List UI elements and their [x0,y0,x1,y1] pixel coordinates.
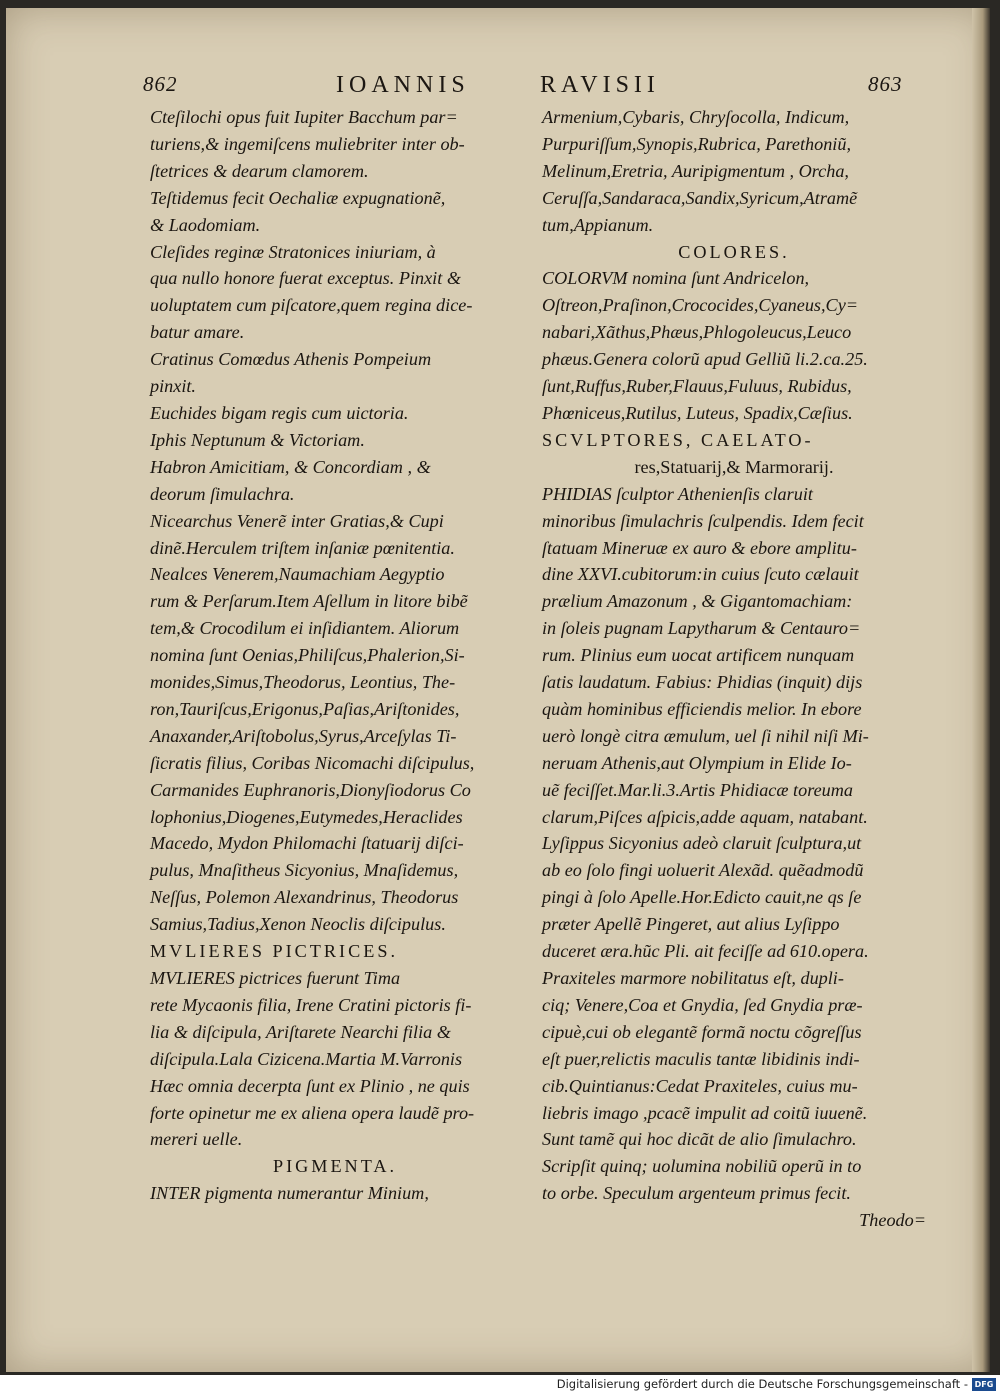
text-line: Phœniceus,Rutilus, Luteus, Spadix,Cæſius. [542,402,853,423]
text-line: Theodo= [859,1210,926,1231]
text-line: minoribus ſimulachris ſculpendis. Idem fecit [542,510,864,531]
text-line: rum & Perſarum.Item Aſellum in litore bibẽ [150,591,468,612]
text-line: rum. Plinius eum uocat artificem nunquam [542,645,855,666]
text-line: Iphis Neptunum & Victoriam. [150,429,365,450]
text-line: prælium Amazonum , & Gigantomachiam: [542,591,853,612]
text-line: dinẽ.Herculem triſtem inſaniæ pœnitentia. [150,537,455,558]
text-line: tem,& Crocodilum ei inſidiantem. Aliorum [150,618,460,639]
text-line: Hæc omnia decerpta ſunt ex Plinio , ne quis [150,1075,470,1096]
text-line: neruam Athenis,aut Olympium in Elide Io- [542,752,852,773]
text-line: mereri uelle. [150,1129,243,1150]
footer-credit: Digitalisierung gefördert durch die Deutsche Forschungsgemeinschaft - [556,1377,968,1391]
text-line: Scripſit quinq; uolumina nobiliũ operũ in to [542,1156,862,1177]
text-line: Neſſus, Polemon Alexandrinus, Theodorus [150,887,459,908]
text-line: tum,Appianum. [542,214,654,235]
running-head-right: RAVISII [540,72,660,98]
text-line: ſunt,Ruffus,Ruber,Flauus,Fuluus, Rubidus, [542,376,852,397]
text-line: Euchides bigam regis cum uictoria. [150,402,409,423]
text-line: Purpuriſſum,Synopis,Rubrica, Parethoniũ, [542,133,852,154]
text-line: batur amare. [150,322,245,343]
text-line: PIGMENTA. [272,1156,398,1177]
text-line: phæus.Genera colorũ apud Gelliũ li.2.ca.25. [542,349,868,370]
text-line: liebris imago ,pcacẽ impulit ad coitũ iuuenẽ. [542,1102,868,1123]
text-line: deorum ſimulachra. [150,483,295,504]
text-line: nabari,Xãthus,Phæus,Phlogoleucus,Leuco [542,322,852,343]
text-line: dine XXVI.cubitorum:in cuius ſcuto cælauit [542,564,859,585]
text-line: Macedo, Mydon Philomachi ſtatuarij diſci- [150,833,464,854]
text-line: Nicearchus Venerẽ inter Gratias,& Cupi [150,510,444,531]
text-line: Melinum,Eretria, Auripigmentum , Orcha, [542,160,849,181]
text-line: ciq; Venere,Coa et Gnydia, ſed Gnydia præ- [542,994,863,1015]
text-line: in ſoleis pugnam Lapytharum & Centauro= [542,618,861,639]
dfg-logo: DFG [972,1378,996,1391]
text-line: diſcipula.Lala Cizicena.Martia M.Varronis [150,1048,463,1069]
text-line: rete Mycaonis filia, Irene Cratini pictoris fi- [150,994,472,1015]
leaf-edge [972,8,990,1372]
text-line: MVLIERES pictrices fuerunt Tima [150,968,401,988]
text-line: qua nullo honore fuerat exceptus. Pinxit & [150,268,461,289]
text-line: Anaxander,Ariſtobolus,Syrus,Arceſylas Ti- [150,725,457,746]
text-line: nomina ſunt Oenias,Philiſcus,Phalerion,Si- [150,645,465,666]
text-line: ab eo ſolo fingi uoluerit Alexãd. quẽadmodũ [542,860,864,881]
text-line: Lyſippus Sicyonius adeò claruit ſculptura,ut [542,833,862,854]
running-head-left: IOANNIS [336,72,470,98]
text-line: Carmanides Euphranoris,Dionyſiodorus Co [150,779,471,800]
text-line: MVLIERES PICTRICES. [150,941,398,962]
text-line: forte opinetur me ex aliena opera laudẽ pro- [150,1102,475,1123]
page-number-left: 862 [143,72,178,96]
text-column-right [542,104,926,1234]
text-line: Cleſides reginæ Stratonices iniuriam, à [150,241,436,262]
text-line: Sunt tamẽ qui hoc dicãt de alio ſimulachro. [542,1129,857,1150]
text-line: Habron Amicitiam, & Concordiam , & [150,456,431,477]
text-line: Ceruſſa,Sandaraca,Sandix,Syricum,Atramẽ [542,187,858,208]
text-line: Oſtreon,Praſinon,Crococides,Cyaneus,Cy= [542,295,859,316]
text-line: Teſtidemus fecit Oechaliæ expugnationẽ, [150,187,446,208]
text-line: duceret æra.hũc Pli. ait feciſſe ad 610.opera. [542,941,869,962]
text-line: eſt puer,relictis maculis tantæ libidinis indi- [542,1048,860,1069]
text-line: INTER pigmenta numerantur Minium, [150,1183,429,1204]
text-line: Cteſilochi opus fuit Iupiter Bacchum par= [150,107,458,127]
text-line: Nealces Venerem,Naumachiam Aegyptio [150,564,445,585]
text-line: COLORVM nomina ſunt Andricelon, [542,268,810,289]
text-line: turiens,& ingemiſcens muliebriter inter ob- [150,133,465,154]
text-line: præter Apellẽ Pingeret, aut alius Lyſippo [542,914,840,935]
text-line: ſtatuam Mineruæ ex auro & ebore amplitu- [542,537,857,558]
text-line: ſicratis filius, Coribas Nicomachi diſcipulus, [150,752,475,773]
text-line: ron,Tauriſcus,Erigonus,Paſias,Ariſtonides, [150,698,460,719]
text-line: lophonius,Diogenes,Eutymedes,Heraclides [150,806,463,827]
text-line: ſtetrices & dearum clamorem. [150,160,369,181]
digitization-footer [0,1375,1000,1394]
text-line: PHIDIAS ſculptor Athenienſis claruit [542,483,813,504]
text-line: cib.Quintianus:Cedat Praxiteles, cuius mu- [542,1075,858,1096]
text-line: pingi à ſolo Apelle.Hor.Edicto cauit,ne qs ſe [542,887,862,908]
text-column-left [150,104,520,1207]
text-line: Samius,Tadius,Xenon Neoclis diſcipulus. [150,914,446,935]
text-line: Praxiteles marmore nobilitatus eſt, dupli- [542,968,844,988]
text-line: pulus, Mnaſitheus Sicyonius, Mnaſidemus, [150,860,459,881]
text-line: Cratinus Comœdus Athenis Pompeium [150,349,432,370]
text-line: cipuè,cui ob elegantẽ formã noctu cõgreſſus [542,1021,862,1042]
text-line: uẽ feciſſet.Mar.li.3.Artis Phidiacæ toreuma [542,779,853,800]
text-line: COLORES. [678,241,790,262]
text-line: res,Statuarij,& Marmorarij. [634,456,834,477]
text-line: pinxit. [150,376,196,397]
text-line: uerò longè citra æmulum, uel ſi nihil niſi Mi- [542,725,869,746]
text-line: to orbe. Speculum argenteum primus fecit. [542,1183,851,1204]
text-line: lia & diſcipula, Ariſtarete Nearchi filia & [150,1021,451,1042]
page-number-right: 863 [868,72,903,96]
text-line: quàm hominibus efficiendis melior. In ebore [542,698,862,719]
text-line: monides,Simus,Theodorus, Leontius, The- [150,672,456,693]
text-line: & Laodomiam. [150,214,261,235]
text-line: ſatis laudatum. Fabius: Phidias (inquit) dijs [542,672,863,693]
text-line: uoluptatem cum piſcatore,quem regina dice- [150,295,473,316]
text-line: SCVLPTORES, CAELATO- [542,429,814,450]
text-line: Armenium,Cybaris, Chryſocolla, Indicum, [542,107,850,127]
text-line: clarum,Piſces aſpicis,adde aquam, natabant. [542,806,868,827]
